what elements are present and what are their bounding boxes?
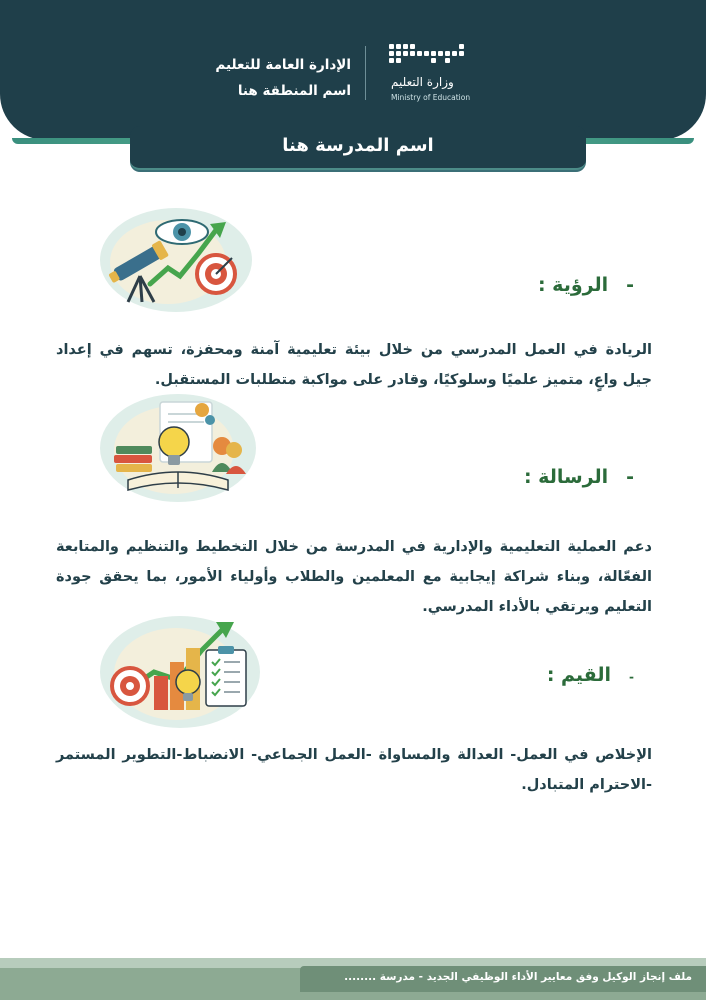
vision-title: -الرؤية :: [537, 274, 634, 296]
footer-text: ملف إنجاز الوكيل وفق معايير الأداء الوظيفي الجديد - مدرسة ........: [344, 971, 692, 983]
header-divider: [365, 46, 366, 100]
values-paragraph: الإخلاص في العمل- العدالة والمساواة -العمل الجماعي- الانضباط-التطوير المستمر -الاحترام المتبادل.: [56, 747, 652, 793]
logo-arabic-text: وزارة التعليم: [391, 75, 454, 89]
logo-english-text: Ministry of Education: [391, 93, 471, 102]
header-banner: [0, 0, 706, 140]
moe-logo-icon: [385, 40, 480, 106]
growth-chart-icon: [98, 610, 264, 734]
general-administration-label: الإدارة العامة للتعليم: [215, 57, 351, 73]
school-name-bar: [130, 126, 586, 170]
book-lightbulb-icon: [98, 388, 258, 510]
school-name: اسم المدرسة هنا: [282, 135, 434, 156]
mission-paragraph: دعم العملية التعليمية والإدارية في المدرسة من خلال التخطيط والتنظيم والمتابعة الفعّالة، وبناء شراكة إيجابية مع المعلمين والطلاب وأولياء الأمور، بما يحقق جودة التعليم ويرتقي بالأداء المدرسي.: [56, 539, 652, 615]
values-title-text: القيم :: [546, 664, 612, 686]
vision-paragraph: الريادة في العمل المدرسي من خلال بيئة تعليمية آمنة ومحفزة، تسهم في إعداد جيل واعٍ، متميز علميًا وسلوكيًا، وقادر على مواكبة متطلبات المستقبل.: [56, 342, 652, 388]
vision-title-text: الرؤية :: [537, 274, 609, 296]
region-name-label: اسم المنطقة هنا: [237, 83, 351, 99]
mission-title: -الرسالة :: [523, 466, 634, 488]
telescope-target-icon: [98, 202, 253, 318]
values-title: -القيم :: [546, 664, 634, 686]
admin-text-block: [131, 52, 351, 104]
footer-label-box: [300, 966, 706, 992]
mission-title-text: الرسالة :: [523, 466, 609, 488]
